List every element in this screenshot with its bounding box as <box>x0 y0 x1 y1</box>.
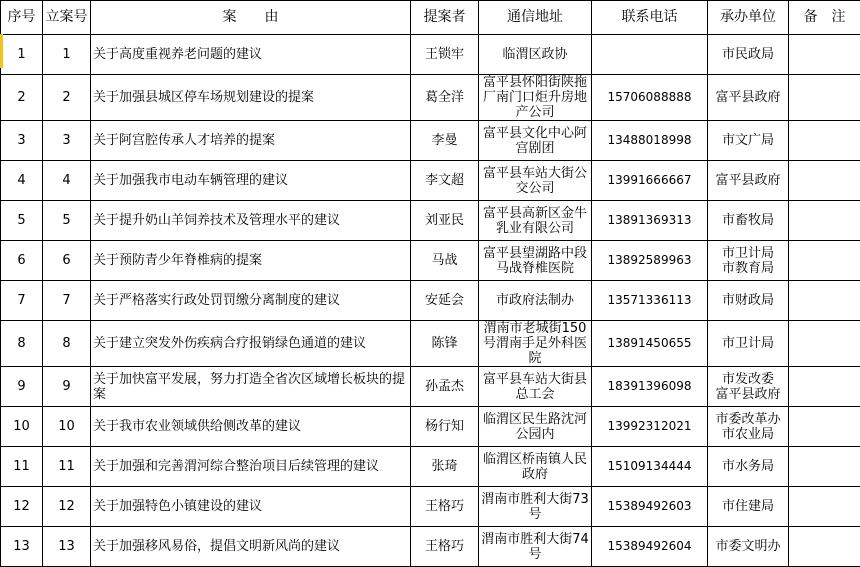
cell-office[interactable]: 市卫计局 <box>708 321 789 367</box>
cell-office[interactable]: 市畜牧局 <box>708 201 789 241</box>
cell-proposer[interactable]: 张琦 <box>411 447 479 487</box>
cell-address[interactable]: 渭南市胜利大街73号 <box>479 487 592 527</box>
cell-subject[interactable]: 关于建立突发外伤疾病合疗报销绿色通道的建议 <box>91 321 411 367</box>
table-row <box>1 487 860 527</box>
cell-office[interactable]: 市委文明办 <box>708 527 789 567</box>
cell-seq[interactable]: 3 <box>1 121 43 161</box>
cell-office[interactable]: 市民政局 <box>708 35 789 75</box>
cell-office[interactable]: 市水务局 <box>708 447 789 487</box>
header-remark[interactable]: 备 注 <box>789 1 860 35</box>
cell-subject[interactable]: 关于加强县城区停车场规划建设的提案 <box>91 75 411 121</box>
cell-proposer[interactable]: 李曼 <box>411 121 479 161</box>
cell-proposer[interactable]: 刘亚民 <box>411 201 479 241</box>
cell-office[interactable]: 市文广局 <box>708 121 789 161</box>
cell-address[interactable]: 渭南市胜利大街74号 <box>479 527 592 567</box>
cell-proposer[interactable]: 杨行知 <box>411 407 479 447</box>
cell-phone[interactable]: 13891369313 <box>592 201 708 241</box>
cell-subject[interactable]: 关于阿宫腔传承人才培养的提案 <box>91 121 411 161</box>
cell-remark[interactable] <box>789 447 860 487</box>
cell-office[interactable]: 市财政局 <box>708 281 789 321</box>
cell-address[interactable]: 市政府法制办 <box>479 281 592 321</box>
cell-remark[interactable] <box>789 487 860 527</box>
cell-address[interactable]: 临渭区政协 <box>479 35 592 75</box>
cell-address[interactable]: 渭南市老城街150号渭南手足外科医院 <box>479 321 592 367</box>
cell-case-no[interactable]: 13 <box>43 527 91 567</box>
cell-office[interactable]: 市卫计局 市教育局 <box>708 241 789 281</box>
table-row <box>1 321 860 367</box>
table-row <box>1 367 860 407</box>
cell-case-no[interactable]: 6 <box>43 241 91 281</box>
cell-phone[interactable]: 15389492604 <box>592 527 708 567</box>
table-row <box>1 281 860 321</box>
cell-case-no[interactable]: 3 <box>43 121 91 161</box>
header-row <box>1 1 860 35</box>
cell-phone[interactable]: 13991666667 <box>592 161 708 201</box>
cell-remark[interactable] <box>789 75 860 121</box>
header-phone[interactable]: 联系电话 <box>592 1 708 35</box>
cell-case-no[interactable]: 5 <box>43 201 91 241</box>
table-row <box>1 527 860 567</box>
cell-proposer[interactable]: 陈锋 <box>411 321 479 367</box>
cell-case-no[interactable]: 1 <box>43 35 91 75</box>
cell-phone[interactable] <box>592 35 708 75</box>
cell-subject[interactable]: 关于严格落实行政处罚罚缴分离制度的建议 <box>91 281 411 321</box>
table-row <box>1 407 860 447</box>
cell-phone[interactable]: 15389492603 <box>592 487 708 527</box>
cell-case-no[interactable]: 11 <box>43 447 91 487</box>
cell-proposer[interactable]: 王格巧 <box>411 527 479 567</box>
cell-seq[interactable]: 7 <box>1 281 43 321</box>
cell-remark[interactable] <box>789 281 860 321</box>
table-row <box>1 35 860 75</box>
cell-proposer[interactable]: 王锁牢 <box>411 35 479 75</box>
cell-phone[interactable]: 18391396098 <box>592 367 708 407</box>
cell-remark[interactable] <box>789 161 860 201</box>
cell-office[interactable]: 富平县政府 <box>708 75 789 121</box>
cell-subject[interactable]: 关于提升奶山羊饲养技术及管理水平的建议 <box>91 201 411 241</box>
cell-proposer[interactable]: 孙孟杰 <box>411 367 479 407</box>
cell-address[interactable]: 富平县车站大街公交公司 <box>479 161 592 201</box>
header-address[interactable]: 通信地址 <box>479 1 592 35</box>
cell-phone[interactable]: 13571336113 <box>592 281 708 321</box>
cell-case-no[interactable]: 12 <box>43 487 91 527</box>
cell-case-no[interactable]: 8 <box>43 321 91 367</box>
table-row <box>1 201 860 241</box>
cell-remark[interactable] <box>789 321 860 367</box>
cell-phone[interactable]: 13892589963 <box>592 241 708 281</box>
cell-subject[interactable]: 关于加强和完善渭河综合整治项目后续管理的建议 <box>91 447 411 487</box>
cell-remark[interactable] <box>789 527 860 567</box>
cell-subject[interactable]: 关于加强移风易俗，提倡文明新风尚的建议 <box>91 527 411 567</box>
cell-phone[interactable]: 13488018998 <box>592 121 708 161</box>
cell-address[interactable]: 富平县望湖路中段马战脊椎医院 <box>479 241 592 281</box>
cell-remark[interactable] <box>789 241 860 281</box>
cell-case-no[interactable]: 7 <box>43 281 91 321</box>
cell-seq[interactable]: 1 <box>1 35 43 75</box>
cell-address[interactable]: 临渭区桥南镇人民政府 <box>479 447 592 487</box>
cell-seq[interactable]: 5 <box>1 201 43 241</box>
cell-proposer[interactable]: 李文超 <box>411 161 479 201</box>
header-seq[interactable]: 序号 <box>1 1 43 35</box>
cell-address[interactable]: 富平县高新区金牛乳业有限公司 <box>479 201 592 241</box>
table-row <box>1 447 860 487</box>
cell-phone[interactable]: 15706088888 <box>592 75 708 121</box>
cell-remark[interactable] <box>789 201 860 241</box>
cell-case-no[interactable]: 4 <box>43 161 91 201</box>
cell-remark[interactable] <box>789 35 860 75</box>
cell-seq[interactable]: 6 <box>1 241 43 281</box>
cell-seq[interactable]: 4 <box>1 161 43 201</box>
cell-proposer[interactable]: 安延会 <box>411 281 479 321</box>
cell-office[interactable]: 市发改委 富平县政府 <box>708 367 789 407</box>
cell-subject[interactable]: 关于加强特色小镇建设的建议 <box>91 487 411 527</box>
header-subject[interactable]: 案 由 <box>91 1 411 35</box>
cell-remark[interactable] <box>789 407 860 447</box>
cell-seq[interactable]: 8 <box>1 321 43 367</box>
cell-remark[interactable] <box>789 121 860 161</box>
header-proposer[interactable]: 提案者 <box>411 1 479 35</box>
cell-subject[interactable]: 关于高度重视养老问题的建议 <box>91 35 411 75</box>
cell-seq[interactable]: 10 <box>1 407 43 447</box>
cell-office[interactable]: 市住建局 <box>708 487 789 527</box>
cell-subject[interactable]: 关于我市农业领域供给侧改革的建议 <box>91 407 411 447</box>
cell-subject[interactable]: 关于加强我市电动车辆管理的建议 <box>91 161 411 201</box>
header-case-no[interactable]: 立案号 <box>43 1 91 35</box>
cell-address[interactable]: 富平县文化中心阿宫剧团 <box>479 121 592 161</box>
cell-office[interactable]: 市委改革办 市农业局 <box>708 407 789 447</box>
table-row <box>1 75 860 121</box>
cell-address[interactable]: 临渭区民生路沈河公园内 <box>479 407 592 447</box>
cell-remark[interactable] <box>789 367 860 407</box>
cell-seq[interactable]: 11 <box>1 447 43 487</box>
cell-phone[interactable]: 13891450655 <box>592 321 708 367</box>
cell-proposer[interactable]: 葛全洋 <box>411 75 479 121</box>
header-office[interactable]: 承办单位 <box>708 1 789 35</box>
table-row <box>1 161 860 201</box>
cell-seq[interactable]: 2 <box>1 75 43 121</box>
cell-case-no[interactable]: 10 <box>43 407 91 447</box>
cell-seq[interactable]: 13 <box>1 527 43 567</box>
cell-subject[interactable]: 关于加快富平发展，努力打造全省次区域增长板块的提案 <box>91 367 411 407</box>
cell-case-no[interactable]: 9 <box>43 367 91 407</box>
cell-case-no[interactable]: 2 <box>43 75 91 121</box>
cell-address[interactable]: 富平县车站大街县总工会 <box>479 367 592 407</box>
cell-proposer[interactable]: 王格巧 <box>411 487 479 527</box>
cell-phone[interactable]: 13992312021 <box>592 407 708 447</box>
cell-office[interactable]: 富平县政府 <box>708 161 789 201</box>
selected-row-marker <box>0 34 3 68</box>
cell-phone[interactable]: 15109134444 <box>592 447 708 487</box>
cell-proposer[interactable]: 马战 <box>411 241 479 281</box>
table-row <box>1 241 860 281</box>
cell-subject[interactable]: 关于预防青少年脊椎病的提案 <box>91 241 411 281</box>
cell-address[interactable]: 富平县怀阳街陕拖厂南门口炬升房地产公司 <box>479 75 592 121</box>
cell-seq[interactable]: 9 <box>1 367 43 407</box>
table-row <box>1 121 860 161</box>
cell-seq[interactable]: 12 <box>1 487 43 527</box>
